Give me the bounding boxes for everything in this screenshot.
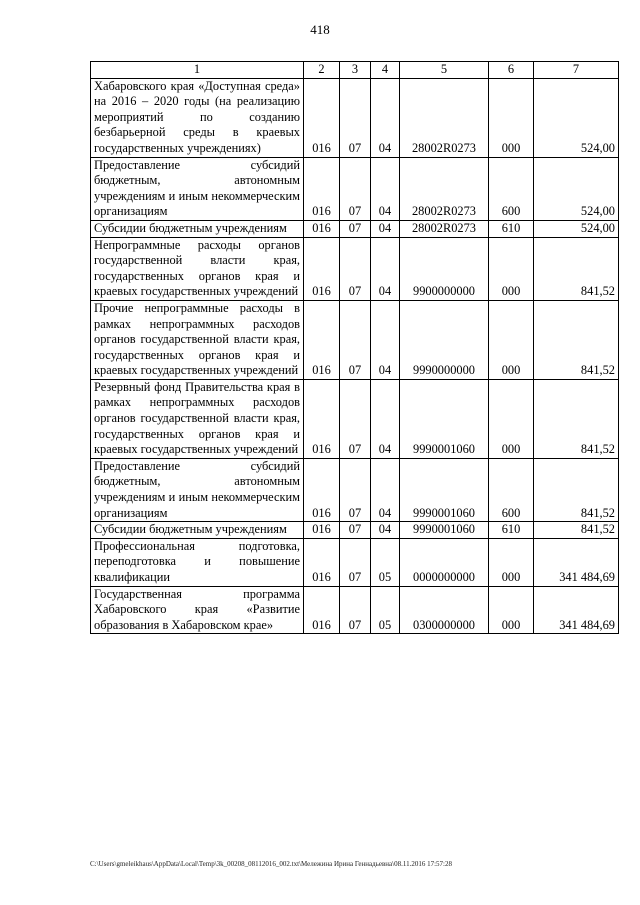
row-expense-type: 000	[489, 538, 534, 586]
header-cell: 6	[489, 62, 534, 79]
row-target-article: 9990001060	[400, 522, 489, 539]
row-subsection-code: 05	[371, 586, 400, 634]
table-row	[91, 220, 619, 237]
table-row	[91, 522, 619, 539]
row-expense-type: 000	[489, 586, 534, 634]
row-name: Прочие непрограммные расходы в рамках непрограммных расходов органов государственной власти края, государственных органов края и краевых государственных учреждений	[91, 300, 304, 379]
row-expense-type: 610	[489, 220, 534, 237]
table-row	[91, 586, 619, 634]
table-row	[91, 538, 619, 586]
row-ministry-code: 016	[304, 220, 340, 237]
row-section-code: 07	[340, 220, 371, 237]
header-cell: 7	[534, 62, 619, 79]
row-ministry-code: 016	[304, 586, 340, 634]
row-target-article: 9900000000	[400, 237, 489, 300]
row-subsection-code: 04	[371, 220, 400, 237]
header-cell: 3	[340, 62, 371, 79]
row-target-article: 28002R0273	[400, 78, 489, 157]
table-row	[91, 458, 619, 521]
row-subsection-code: 04	[371, 78, 400, 157]
row-ministry-code: 016	[304, 237, 340, 300]
row-ministry-code: 016	[304, 522, 340, 539]
row-amount: 524,00	[534, 220, 619, 237]
row-ministry-code: 016	[304, 458, 340, 521]
row-subsection-code: 05	[371, 538, 400, 586]
row-subsection-code: 04	[371, 157, 400, 220]
row-name: Резервный фонд Правительства края в рамках непрограммных расходов органов государственной власти края, государственных органов края и краевых государственных учреждений	[91, 379, 304, 458]
row-name: Непрограммные расходы органов государственной власти края, государственных органов края и краевых государственных учреждений	[91, 237, 304, 300]
row-amount: 341 484,69	[534, 538, 619, 586]
header-cell: 1	[91, 62, 304, 79]
row-name: Государственная программа Хабаровского края «Развитие образования в Хабаровском крае»	[91, 586, 304, 634]
row-target-article: 28002R0273	[400, 157, 489, 220]
row-amount: 841,52	[534, 458, 619, 521]
header-cell: 2	[304, 62, 340, 79]
row-name: Профессиональная подготовка, переподготовка и повышение квалификации	[91, 538, 304, 586]
header-cell: 4	[371, 62, 400, 79]
row-section-code: 07	[340, 300, 371, 379]
row-expense-type: 600	[489, 458, 534, 521]
table-row	[91, 78, 619, 157]
row-section-code: 07	[340, 78, 371, 157]
row-section-code: 07	[340, 157, 371, 220]
row-name: Хабаровского края «Доступная среда» на 2016 – 2020 годы (на реализацию мероприятий по созданию безбарьерной среды в краевых государственных учреждениях)	[91, 78, 304, 157]
row-target-article: 0300000000	[400, 586, 489, 634]
row-expense-type: 000	[489, 78, 534, 157]
row-ministry-code: 016	[304, 379, 340, 458]
row-amount: 841,52	[534, 300, 619, 379]
row-target-article: 0000000000	[400, 538, 489, 586]
header-cell: 5	[400, 62, 489, 79]
budget-table	[90, 61, 619, 634]
row-amount: 341 484,69	[534, 586, 619, 634]
row-target-article: 9990001060	[400, 458, 489, 521]
row-amount: 524,00	[534, 157, 619, 220]
row-ministry-code: 016	[304, 538, 340, 586]
row-target-article: 9990001060	[400, 379, 489, 458]
row-name: Субсидии бюджетным учреждениям	[91, 220, 304, 237]
row-section-code: 07	[340, 379, 371, 458]
row-expense-type: 000	[489, 237, 534, 300]
row-expense-type: 610	[489, 522, 534, 539]
table-row	[91, 157, 619, 220]
row-ministry-code: 016	[304, 78, 340, 157]
table-row	[91, 237, 619, 300]
row-section-code: 07	[340, 586, 371, 634]
row-name: Субсидии бюджетным учреждениям	[91, 522, 304, 539]
page-number: 418	[310, 22, 330, 37]
row-target-article: 9990000000	[400, 300, 489, 379]
row-name: Предоставление субсидий бюджетным, автономным учреждениям и иным некоммерческим организациям	[91, 458, 304, 521]
row-amount: 841,52	[534, 237, 619, 300]
row-section-code: 07	[340, 538, 371, 586]
row-subsection-code: 04	[371, 458, 400, 521]
row-amount: 841,52	[534, 379, 619, 458]
row-subsection-code: 04	[371, 379, 400, 458]
row-ministry-code: 016	[304, 157, 340, 220]
row-expense-type: 000	[489, 379, 534, 458]
row-section-code: 07	[340, 522, 371, 539]
row-amount: 524,00	[534, 78, 619, 157]
row-expense-type: 000	[489, 300, 534, 379]
row-subsection-code: 04	[371, 522, 400, 539]
row-amount: 841,52	[534, 522, 619, 539]
table-row	[91, 379, 619, 458]
table-row	[91, 300, 619, 379]
row-subsection-code: 04	[371, 300, 400, 379]
file-path-footer: C:\Users\gmeleikhaus\AppData\Local\Temp\3k_00208_08112016_002.txt\Мележина Ирина Геннадьевна\08.11.2016 17:57:28	[90, 860, 452, 868]
row-ministry-code: 016	[304, 300, 340, 379]
row-subsection-code: 04	[371, 237, 400, 300]
table-header-row	[91, 62, 619, 79]
row-name: Предоставление субсидий бюджетным, автономным учреждениям и иным некоммерческим организациям	[91, 157, 304, 220]
row-expense-type: 600	[489, 157, 534, 220]
row-target-article: 28002R0273	[400, 220, 489, 237]
row-section-code: 07	[340, 458, 371, 521]
row-section-code: 07	[340, 237, 371, 300]
